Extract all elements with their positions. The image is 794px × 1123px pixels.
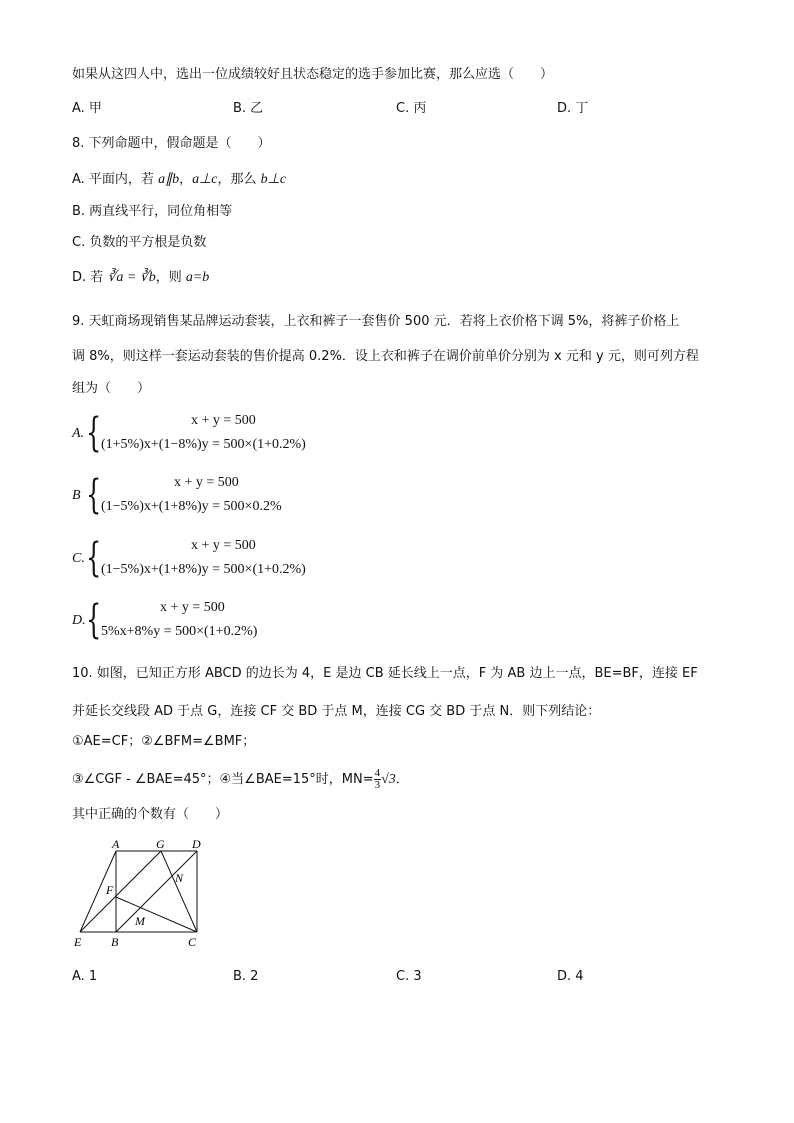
q8-a-math1: a∥b <box>158 172 180 187</box>
q9-line3: 组为（ ） <box>72 381 151 396</box>
q10-frac-num: 4 <box>374 767 381 779</box>
label-c: C <box>188 935 197 949</box>
q10-line4 <box>72 768 409 791</box>
q9-option-b-brace: { <box>86 472 102 518</box>
q10-option-b: B. 2 <box>233 969 259 984</box>
q9-option-a-eq1: x + y = 500 <box>191 413 256 428</box>
q10-fraction <box>374 768 382 791</box>
q8-option-c: C. 负数的平方根是负数 <box>72 235 207 250</box>
q10-sqrt: √3 <box>381 772 396 787</box>
q7-option-a: A. 甲 <box>72 101 102 116</box>
q9-option-a-label: A. <box>72 426 85 441</box>
q9-option-b-eq2: (1−5%)x+(1+8%)y = 500×0.2% <box>101 499 282 514</box>
q7-option-c: C. 丙 <box>396 101 427 116</box>
q8-a-sep: ， <box>179 172 193 187</box>
q9-option-c-eq2: (1−5%)x+(1+8%)y = 500×(1+0.2%) <box>101 562 306 577</box>
label-g: G <box>156 837 165 851</box>
q8-option-a <box>72 171 286 189</box>
q8-d-prefix: D. 若 <box>72 270 108 285</box>
q8-d-math2: a=b <box>185 270 210 285</box>
q8-a-math2: a⊥c <box>192 172 218 187</box>
q8-option-d <box>72 269 209 287</box>
q8-option-b: B. 两直线平行，同位角相等 <box>72 204 233 219</box>
q8-a-then: ，那么 <box>217 172 261 187</box>
square-figure <box>70 836 210 954</box>
q10-option-d: D. 4 <box>557 969 584 984</box>
q9-option-d-eq1: x + y = 500 <box>160 600 225 615</box>
q9-option-d-brace: { <box>86 597 102 643</box>
segment-fc <box>116 897 197 932</box>
q10-line4-text: ③∠CGF - ∠BAE=45°；④当∠BAE=15°时，MN= <box>72 772 374 787</box>
q9-option-c-eq1: x + y = 500 <box>191 538 256 553</box>
q8-a-math3: b⊥c <box>260 172 287 187</box>
label-e: E <box>74 935 82 949</box>
label-m: M <box>135 914 145 928</box>
q9-option-d-eq2: 5%x+8%y = 500×(1+0.2%) <box>101 624 258 639</box>
q10-line2: 并延长交线段 AD 于点 G，连接 CF 交 BD 于点 M，连接 CG 交 BD 于点 N．则下列结论： <box>72 704 601 719</box>
label-f: F <box>106 883 114 897</box>
q7-stem: 如果从这四人中，选出一位成绩较好且状态稳定的选手参加比赛，那么应选（ ） <box>72 67 554 82</box>
q7-option-d: D. 丁 <box>557 101 589 116</box>
q9-option-b-eq1: x + y = 500 <box>174 475 239 490</box>
q10-line3: ①AE=CF；②∠BFM=∠BMF； <box>72 734 256 749</box>
segment-gc <box>161 851 197 932</box>
q9-option-a-eq2: (1+5%)x+(1−8%)y = 500×(1+0.2%) <box>101 437 306 452</box>
q9-option-c-brace: { <box>86 535 102 581</box>
q8-a-prefix: A. 平面内，若 <box>72 172 159 187</box>
q10-frac-den: 3 <box>374 779 381 791</box>
q9-option-b-label: B <box>72 488 81 503</box>
q8-stem: 8. 下列命题中，假命题是（ ） <box>72 136 271 151</box>
q8-d-mid: ，则 <box>155 270 186 285</box>
q10-line4-end: ． <box>395 772 409 787</box>
segment-bd <box>116 851 197 932</box>
q10-line1: 10. 如图，已知正方形 ABCD 的边长为 4，E 是边 CB 延长线上一点，F 为 AB 边上一点，BE=BF，连接 EF <box>72 666 698 681</box>
q9-line2: 调 8%，则这样一套运动套装的售价提高 0.2%．设上衣和裤子在调价前单价分别为 x 元和 y 元，则可列方程 <box>72 349 699 364</box>
label-n: N <box>175 871 184 885</box>
q9-option-d-label: D. <box>72 613 86 628</box>
label-b: B <box>111 935 119 949</box>
q9-line1: 9. 天虹商场现销售某品牌运动套装，上衣和裤子一套售价 500 元．若将上衣价格下调 5%，将裤子价格上 <box>72 314 680 329</box>
label-a: A <box>112 837 120 851</box>
q9-option-c-label: C. <box>72 551 85 566</box>
q10-line5: 其中正确的个数有（ ） <box>72 807 229 822</box>
segment-eg <box>80 851 161 932</box>
q7-option-b: B. 乙 <box>233 101 264 116</box>
q9-option-a-brace: { <box>86 410 102 456</box>
q10-option-a: A. 1 <box>72 969 98 984</box>
label-d: D <box>192 837 201 851</box>
q10-option-c: C. 3 <box>396 969 422 984</box>
q8-d-math: ∛a = ∛b <box>107 270 156 285</box>
